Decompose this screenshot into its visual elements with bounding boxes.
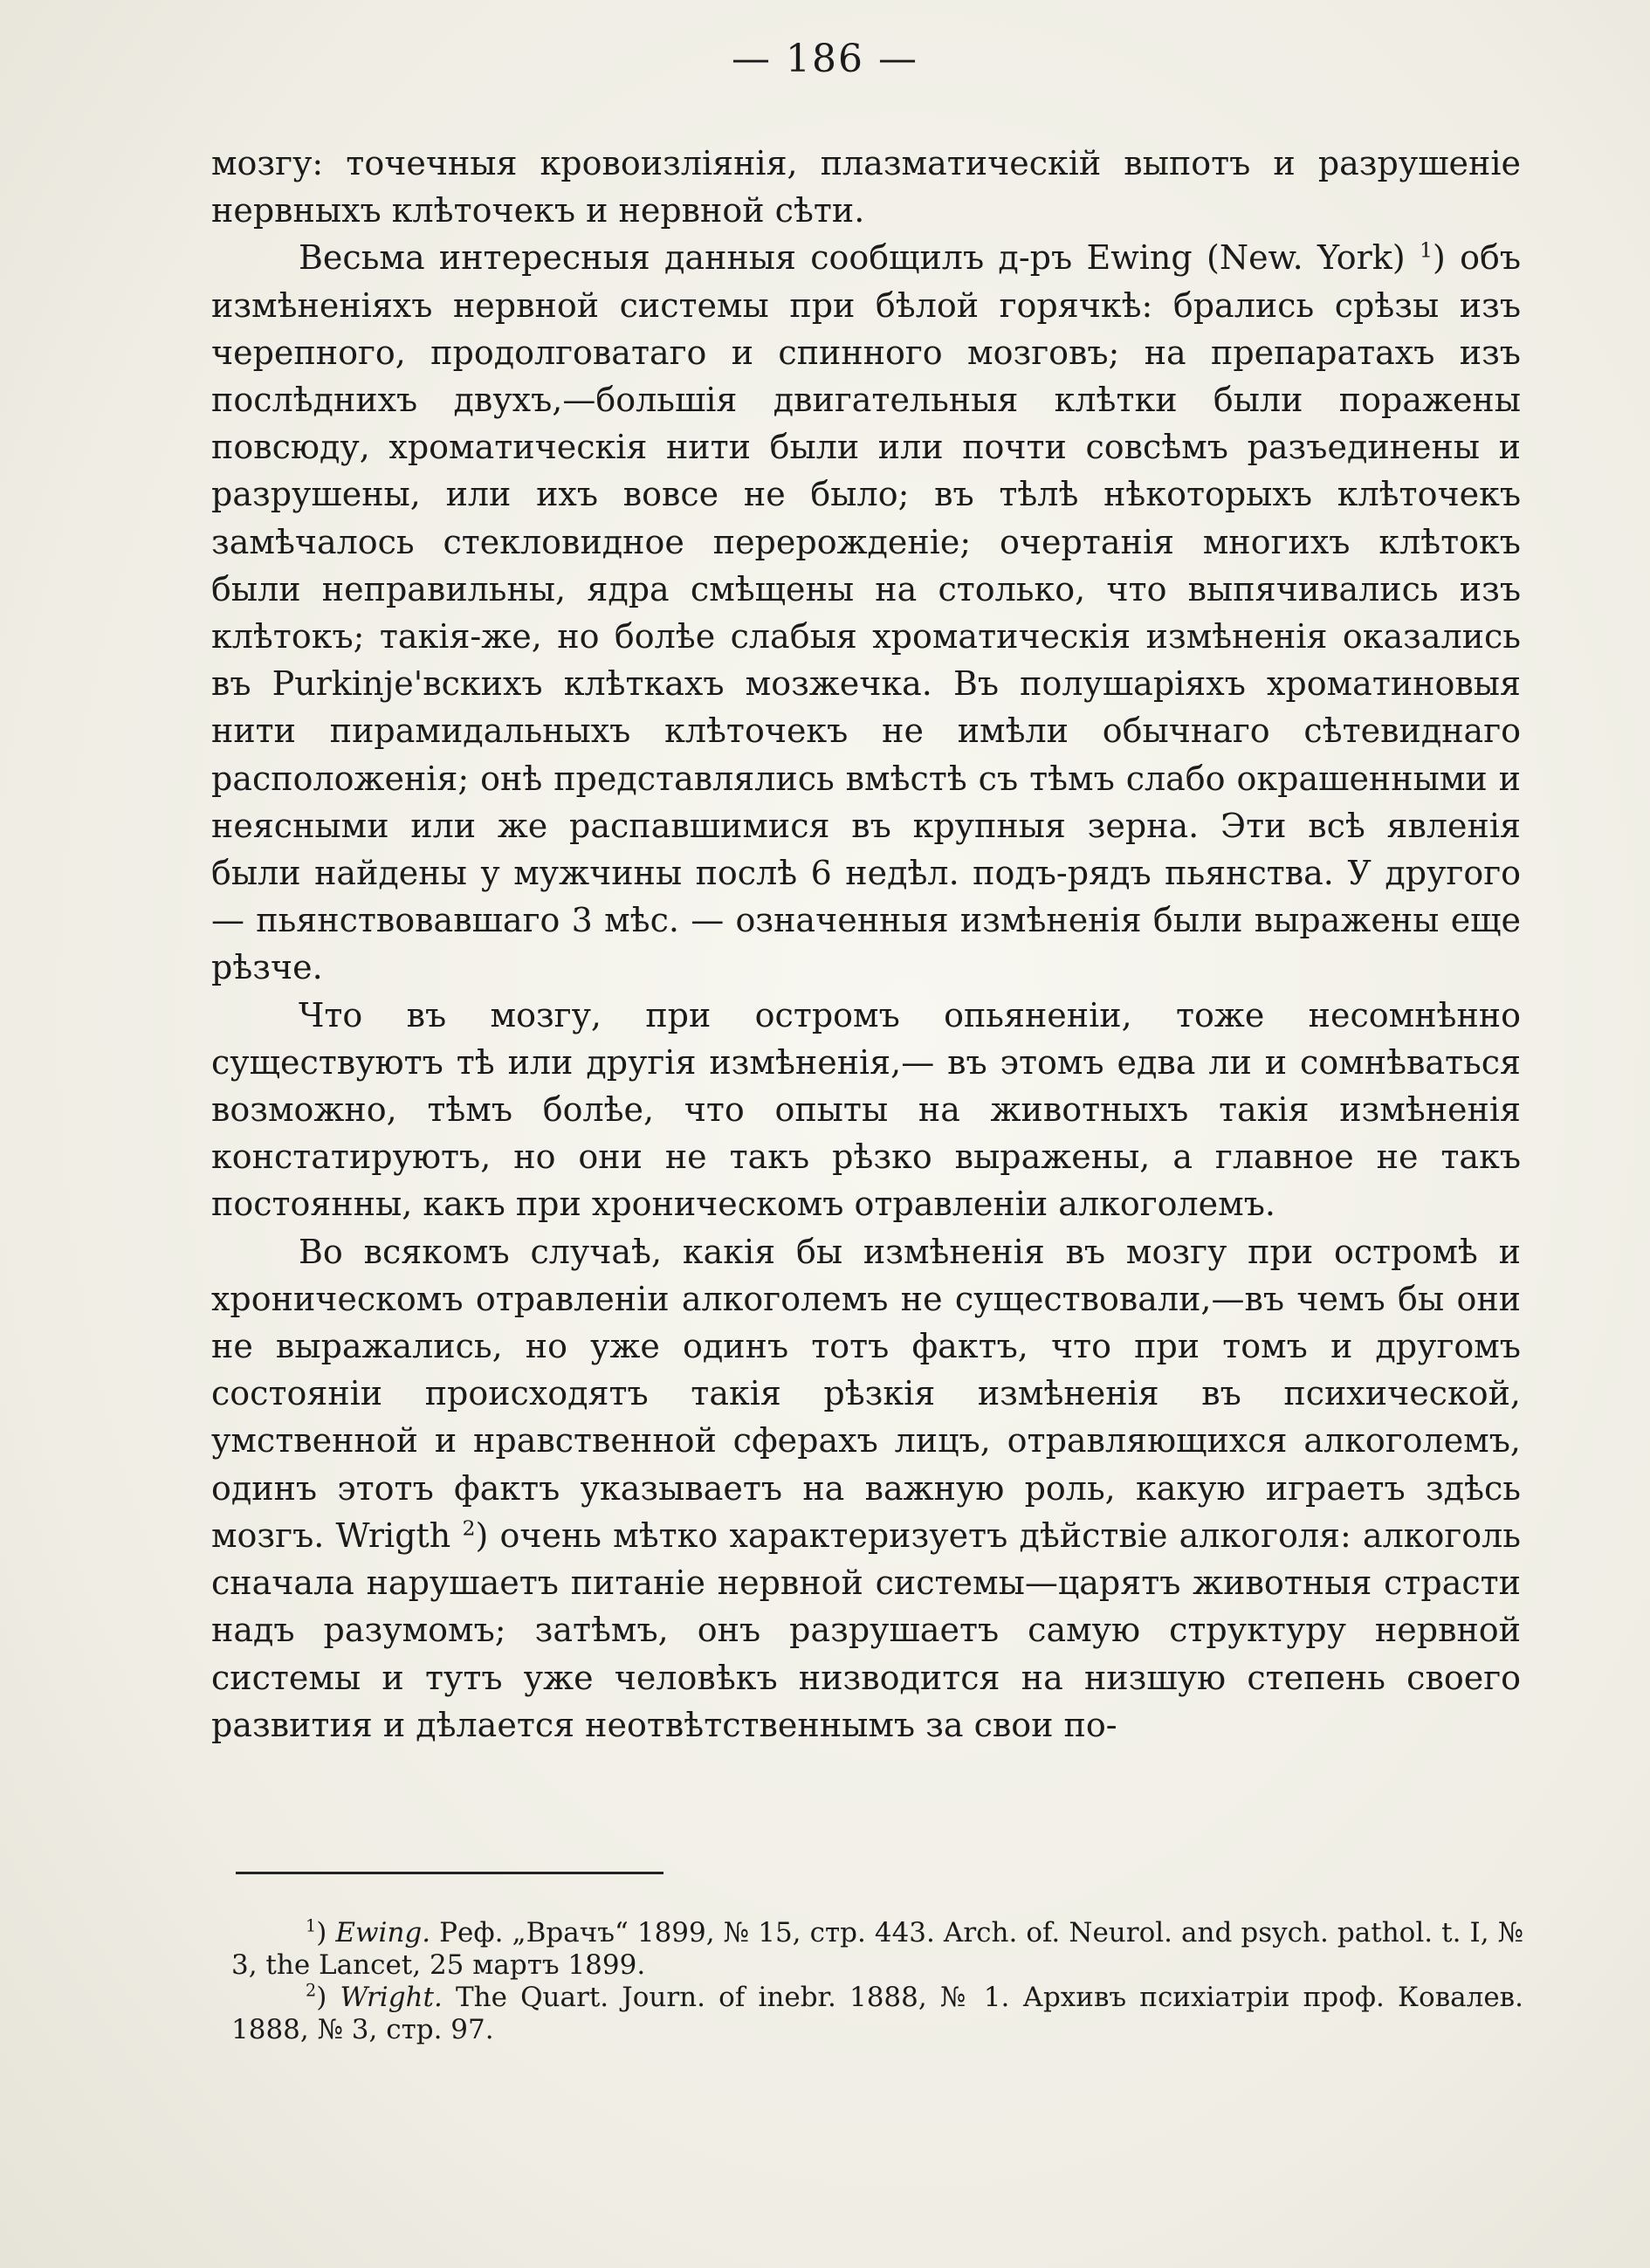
footnotes (231, 1917, 1523, 2046)
paragraph-2 (211, 234, 1521, 991)
paragraph-4-text-start: Во всякомъ случаѣ, какiя бы измѣненiя въ мозгу при остромѣ и хроническомъ отравленiи алкоголемъ не существовали,—въ чемъ бы они не выражались, но уже одинъ тотъ фактъ, что при томъ и другомъ состоянiи происходятъ такiя рѣзкiя измѣненiя въ психической, умственной и нравственной сферахъ лицъ, отравляющихся алкоголемъ, одинъ этотъ фактъ указываетъ на важную роль, какую играетъ здѣсь мозгъ. Wrigth (211, 1232, 1521, 1555)
paragraph-4-text-end: ) очень мѣтко характеризуетъ дѣйствiе алкоголя: алкоголь сначала нарушаетъ питанiе нервной системы—царятъ животныя страсти надъ разумомъ; затѣмъ, онъ разрушаетъ самую структуру нервной системы и тутъ уже человѣкъ низводится на низшую степень своего развития и дѣлается неотвѣтственнымъ за свои по- (211, 1515, 1521, 1744)
footnote-1-marker: 1 (306, 1915, 317, 1936)
footnote-2-text: The Quart. Journ. of inebr. 1888, № 1. Архивъ психiатрiи проф. Ковалев. 1888, № 3, стр. 97. (231, 1982, 1523, 2045)
footnote-2: $^2$) Wright. The Quart. Journ. of inebr. 1888, № 1. Архивъ психiатрiи проф. Ковалев. 1888, № 3, стр. 97. (231, 1980, 1523, 2045)
footnote-2-marker: 2 (306, 1980, 317, 2001)
footnote-1-author: Ewing. (335, 1917, 431, 1948)
footnote-2-author: Wright. (340, 1982, 443, 2013)
body-text (211, 140, 1521, 1749)
paragraph-2-text-end: ) объ измѣненiяхъ нервной системы при бѣлой горячкѣ: брались срѣзы изъ черепного, продолговатаго и спинного мозговъ; на препаратахъ изъ послѣднихъ двухъ,—большiя двигательныя клѣтки были поражены повсюду, хроматическiя нити были или почти совсѣмъ разъединены и разрушены, или ихъ вовсе не было; въ тѣлѣ нѣкоторыхъ клѣточекъ замѣчалось стекловидное перерожденiе; очертанiя многихъ клѣтокъ были неправильны, ядра смѣщены на столько, что выпячивались изъ клѣтокъ; такiя-же, но болѣе слабыя хроматическiя измѣненiя оказались въ Purkinje'вскихъ клѣткахъ мозжечка. Въ полушарiяхъ хроматиновыя нити пирамидальныхъ клѣточекъ не имѣли обычнаго сѣтевиднаго расположенiя; онѣ представлялись вмѣстѣ съ тѣмъ слабо окрашенными и неясными или же распавшимися въ крупныя зерна. Эти всѣ явленiя были найдены у мужчины послѣ 6 недѣл. подъ-рядъ пьянства. У другого — пьянствовавшаго 3 мѣс. — означенныя измѣненiя были выражены еще рѣзче. (211, 238, 1522, 987)
paragraph-1: мозгу: точечныя кровоизлiянiя, плазматическiй выпотъ и разрушенiе нервныхъ клѣточекъ и нервной сѣти. (211, 144, 1521, 230)
paragraph-2-text-start: Весьма интересныя данныя сообщилъ д-ръ Ewing (New. York) (299, 238, 1420, 278)
footnote-1: $^1$) Ewing. Реф. „Врачъ“ 1899, № 15, стр. 443. Arch. of. Neurol. and psych. pathol. t. I, № 3, the Lancet, 25 мартъ 1899. (231, 1915, 1523, 1981)
footnote-1-text: Реф. „Врачъ“ 1899, № 15, стр. 443. Arch. of. Neurol. and psych. pathol. t. I, № 3, the Lancet, 25 мартъ 1899. (231, 1917, 1523, 1981)
footnote-ref-2: 2 (462, 1515, 476, 1541)
page-number: — 186 — (732, 37, 918, 81)
paragraph-4 (211, 1228, 1521, 1749)
footnote-divider (236, 1872, 663, 1874)
footnote-ref-1: 1 (1419, 237, 1433, 263)
paragraph-3: Что въ мозгу, при остромъ опьяненiи, тоже несомнѣнно существуютъ тѣ или другiя измѣненiя,— въ этомъ едва ли и сомнѣваться возможно, тѣмъ болѣе, что опыты на животныхъ такiя измѣненiя констатируютъ, но они не такъ рѣзко выражены, а главное не такъ постоянны, какъ при хроническомъ отравленiи алкоголемъ. (211, 995, 1521, 1224)
